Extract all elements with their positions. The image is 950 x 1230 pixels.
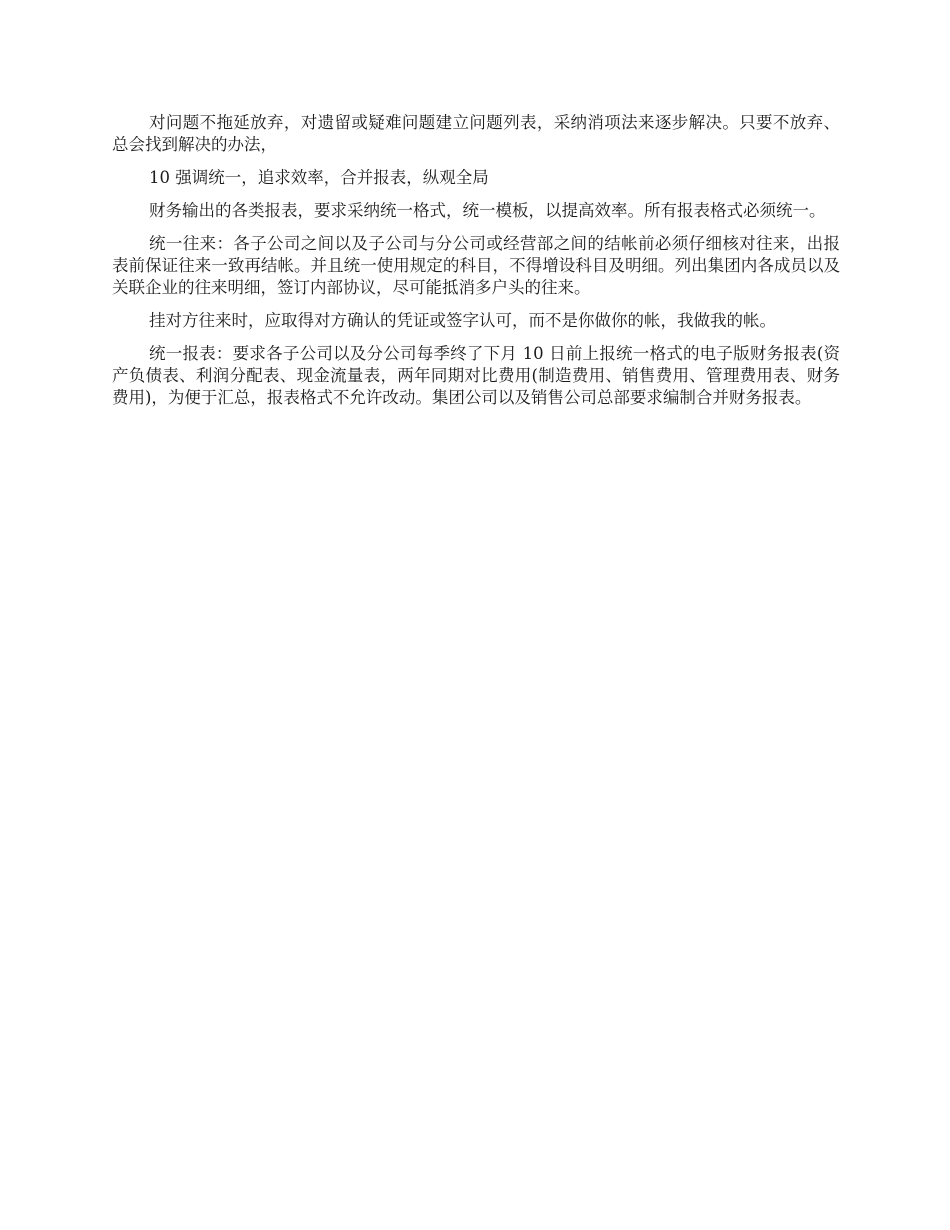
paragraph-problem-handling: 对问题不拖延放弃，对遗留或疑难问题建立问题列表，采纳消项法来逐步解决。只要不放弃、总会找到解决的办法， bbox=[112, 113, 840, 154]
section-heading-unify: 10 强调统一，追求效率，合并报表，纵观全局 bbox=[149, 168, 489, 187]
document-body bbox=[112, 112, 840, 420]
paragraph-counterparty-confirmation: 挂对方往来时，应取得对方确认的凭证或签字认可，而不是你做你的帐，我做我的帐。 bbox=[149, 311, 776, 330]
paragraph-report-format: 财务输出的各类报表，要求采纳统一格式，统一模板，以提高效率。所有报表格式必须统一。 bbox=[149, 201, 826, 220]
paragraph-unified-accounts: 统一往来：各子公司之间以及子公司与分公司或经营部之间的结帐前必须仔细核对往来，出报表前保证往来一致再结帐。并且统一使用规定的科目，不得增设科目及明细。列出集团内各成员以及关联企业的往来明细，签订内部协议，尽可能抵消多户头的往来。 bbox=[112, 234, 840, 297]
paragraph-unified-reports: 统一报表：要求各子公司以及分公司每季终了下月 10 日前上报统一格式的电子版财务报表(资产负债表、利润分配表、现金流量表，两年同期对比费用(制造费用、销售费用、管理费用表、财务费用)，为便于汇总，报表格式不允许改动。集团公司以及销售公司总部要求编制合并财务报表。 bbox=[112, 344, 840, 407]
